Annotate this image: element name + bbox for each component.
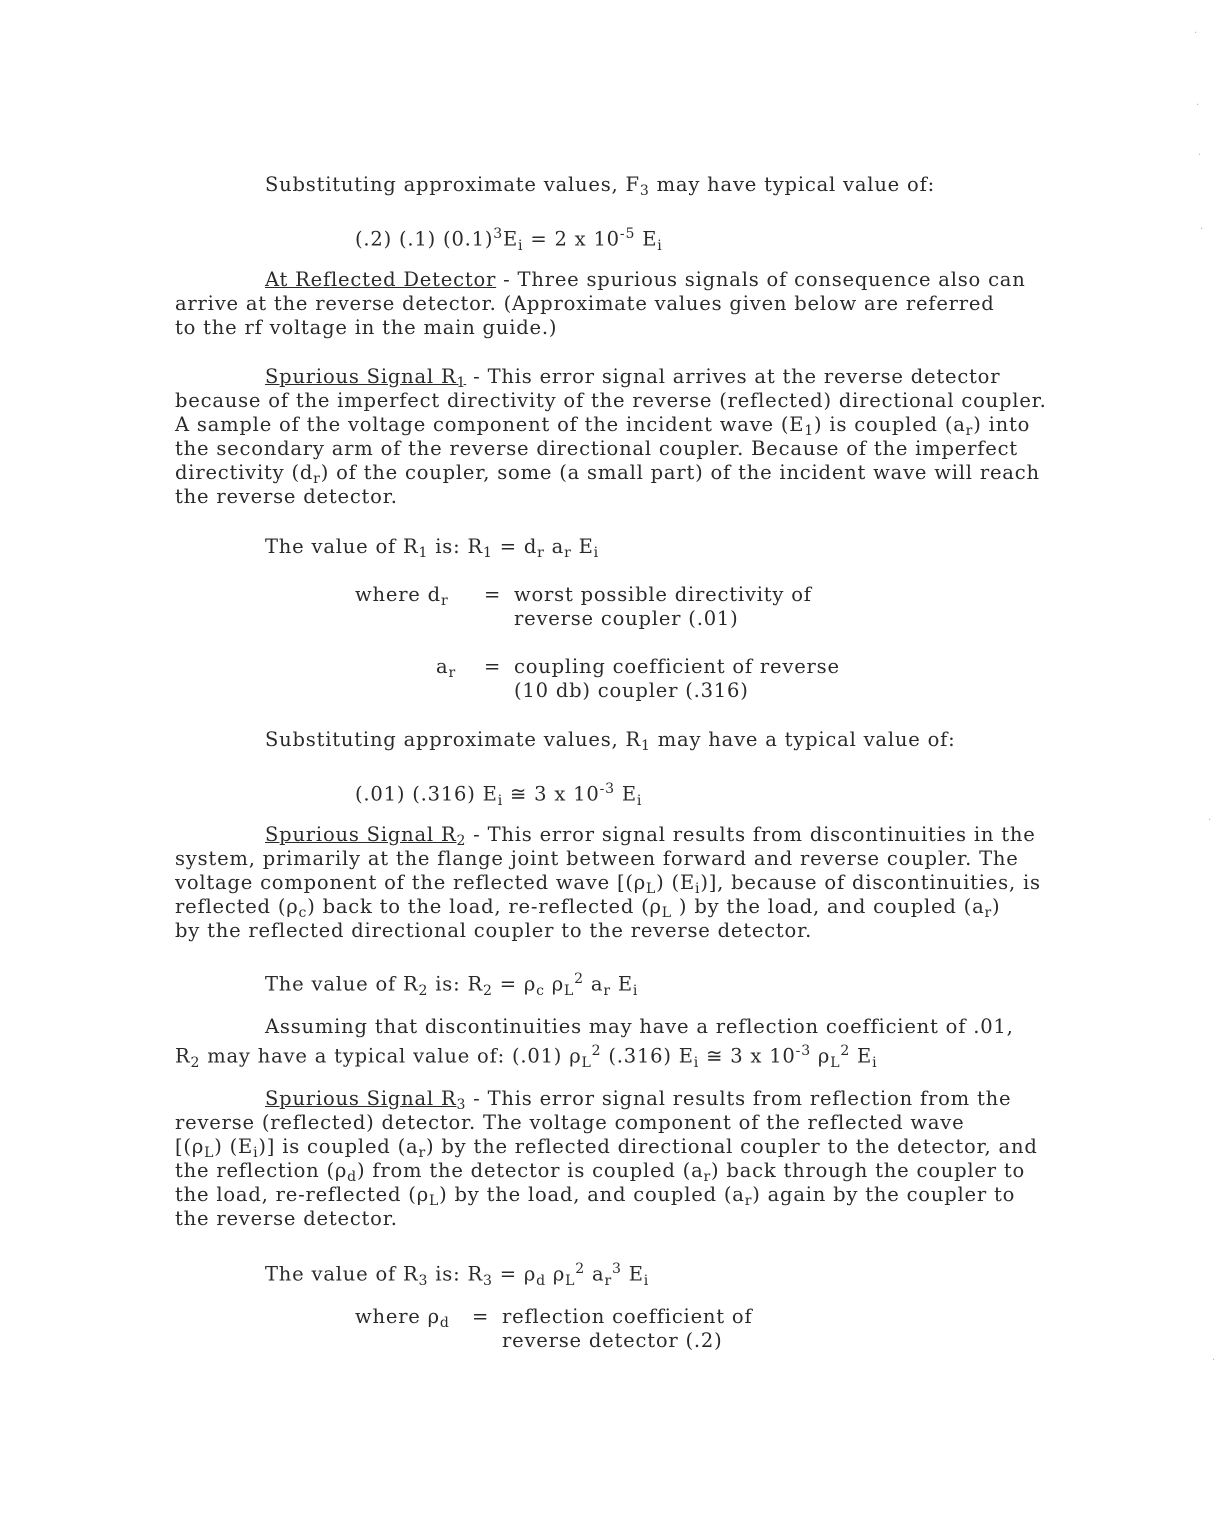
r1-value-line: The value of $R_1$ is: $R_1 = d_r$ $a_r$ $E_i$ bbox=[265, 535, 599, 562]
r1-line4: the secondary arm of the reverse directional coupler. Because of the imperfect bbox=[175, 437, 1018, 460]
r2-assume-line2: $R_2$ may have a typical value of: (.01) $\rho_L^2$ (.316) $E_i$ ≅ 3 x $10^{-3}$ $\rho_L^2$ $E_i$ bbox=[175, 1043, 878, 1071]
r2-line3: voltage component of the reflected wave [$(\rho_L)$ $(E_i)$], because of discontinuities, is bbox=[175, 871, 1041, 898]
r3-where-def2: reverse detector (.2) bbox=[502, 1329, 723, 1352]
scan-speck: · bbox=[1196, 100, 1200, 111]
r2-line4: reflected $(\rho_c)$ back to the load, re-reflected ($\rho_L$ ) by the load, and coupled $(a_r)$ bbox=[175, 895, 1001, 922]
r3-line6: the reverse detector. bbox=[175, 1207, 398, 1230]
r1-heading-line: Spurious Signal $R_1$ - This error signal arrives at the reverse detector bbox=[265, 365, 1001, 392]
scan-speck: · bbox=[1194, 28, 1198, 39]
r3-value-line: The value of $R_3$ is: $R_3 = \rho_d$ $\rho_L^2$ $a_r^3$ $E_i$ bbox=[265, 1261, 650, 1289]
f3-equation: (.2) (.1) $(0.1)^3E_i = 2$ x $10^{-5}$ $E_i$ bbox=[355, 226, 663, 254]
r1-line2: because of the imperfect directivity of the reverse (reflected) directional coupler. bbox=[175, 389, 1047, 412]
r1-line5: directivity $(d_r)$ of the coupler, some (a small part) of the incident wave will reach bbox=[175, 461, 1040, 488]
reflected-detector-line3: to the rf voltage in the main guide.) bbox=[175, 316, 558, 339]
r2-assume-line1: Assuming that discontinuities may have a reflection coefficient of .01, bbox=[265, 1015, 1014, 1038]
r3-where-def1: reflection coefficient of bbox=[502, 1305, 753, 1328]
r3-heading-line: Spurious Signal $R_3$ - This error signal results from reflection from the bbox=[265, 1087, 1012, 1114]
r1-ar-eq: = bbox=[484, 655, 502, 678]
r2-line2: system, primarily at the flange joint between forward and reverse coupler. The bbox=[175, 847, 1019, 870]
r1-where-def2: reverse coupler (.01) bbox=[514, 607, 739, 630]
r3-where-eq: = bbox=[472, 1305, 490, 1328]
scan-speck: · bbox=[1200, 224, 1204, 235]
r1-ar-def2: (10 db) coupler (.316) bbox=[514, 679, 749, 702]
r2-line5: by the reflected directional coupler to the reverse detector. bbox=[175, 919, 813, 942]
r1-ar-def1: coupling coefficient of reverse bbox=[514, 655, 840, 678]
reflected-detector-line2: arrive at the reverse detector. (Approximate values given below are referred bbox=[175, 292, 995, 315]
r3-line3: [$(\rho_L)$ $(E_i)$] is coupled $(a_r)$ by the reflected directional coupler to the detector, and bbox=[175, 1135, 1038, 1162]
r3-line5: the load, re-reflected $(\rho_L)$ by the load, and coupled $(a_r)$ again by the coupler to bbox=[175, 1183, 1016, 1210]
r1-line3: A sample of the voltage component of the incident wave $(E_1)$ is coupled $(a_r)$ into bbox=[175, 413, 1031, 440]
scan-speck: · bbox=[1208, 815, 1212, 826]
r1-where-label: where $d_r$ bbox=[355, 583, 449, 610]
scan-speck: · bbox=[1212, 1355, 1216, 1366]
r1-equation: (.01) (.316) $E_i$ ≅ 3 x $10^{-3}$ $E_i$ bbox=[355, 781, 643, 809]
r1-line6: the reverse detector. bbox=[175, 485, 398, 508]
r3-line4: the reflection $(\rho_d)$ from the detector is coupled $(a_r)$ back through the coupler to bbox=[175, 1159, 1026, 1186]
r2-value-line: The value of $R_2$ is: $R_2 = \rho_c$ $\rho_L^2$ $a_r$ $E_i$ bbox=[265, 971, 639, 999]
r1-ar-label: $a_r$ bbox=[436, 655, 456, 682]
r1-where-def1: worst possible directivity of bbox=[514, 583, 812, 606]
scan-speck: · bbox=[1198, 150, 1202, 161]
f3-intro: Substituting approximate values, $F_3$ may have typical value of: bbox=[265, 173, 935, 200]
r1-where-eq: = bbox=[484, 583, 502, 606]
r2-heading-line: Spurious Signal $R_2$ - This error signal results from discontinuities in the bbox=[265, 823, 1036, 850]
r1-subst: Substituting approximate values, $R_1$ may have a typical value of: bbox=[265, 728, 956, 755]
reflected-detector-line1: At Reflected Detector - Three spurious signals of consequence also can bbox=[265, 268, 1026, 291]
r3-line2: reverse (reflected) detector. The voltage component of the reflected wave bbox=[175, 1111, 965, 1134]
r3-where-label: where $\rho_d$ bbox=[355, 1305, 450, 1332]
